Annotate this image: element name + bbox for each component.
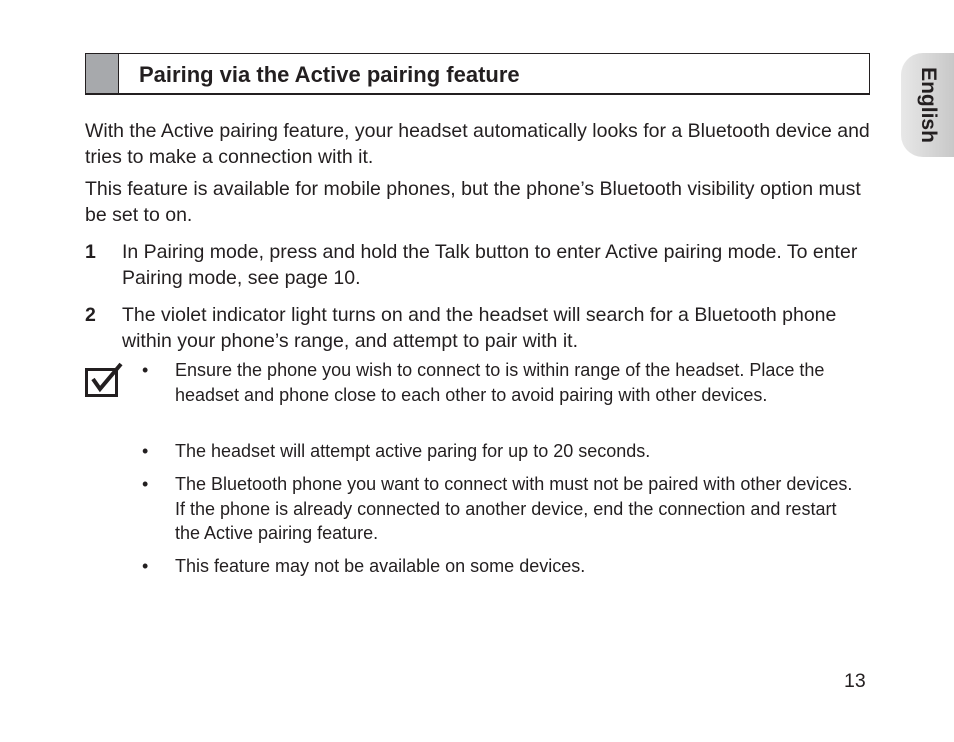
page-number: 13 xyxy=(844,670,866,692)
note-item-text: The Bluetooth phone you want to connect with must not be paired with other devices. If the phone is already connected to another device, end the connection and restart the Active pairing feature. xyxy=(175,474,853,543)
step-text: In Pairing mode, press and hold the Talk button to enter Active pairing mode. To enter Pairing mode, see page 10. xyxy=(122,241,858,289)
language-tab xyxy=(901,53,954,157)
section-heading xyxy=(85,53,870,95)
note-item-text: Ensure the phone you wish to connect to is within range of the headset. Place the headset and phone close to each other to avoid pairing with other devices. xyxy=(175,360,825,405)
bullet-symbol: • xyxy=(142,360,149,380)
heading-marker xyxy=(86,54,119,93)
language-tab-label: English xyxy=(916,67,940,143)
bullet-symbol: • xyxy=(142,474,149,494)
bullet-symbol: • xyxy=(142,441,149,461)
step-number: 1 xyxy=(85,241,96,263)
intro-paragraph-1: With the Active pairing feature, your headset automatically looks for a Bluetooth device and tries to make a connection with it. xyxy=(85,120,870,168)
note-item-text: This feature may not be available on some devices. xyxy=(175,556,586,576)
section-title: Pairing via the Active pairing feature xyxy=(139,62,520,87)
bullet-symbol: • xyxy=(142,556,149,576)
intro-paragraph-2: This feature is available for mobile phones, but the phone’s Bluetooth visibility option must be set to on. xyxy=(85,178,861,226)
step-number: 2 xyxy=(85,304,96,326)
note-item-text: The headset will attempt active paring for up to 20 seconds. xyxy=(175,441,651,461)
step-text: The violet indicator light turns on and the headset will search for a Bluetooth phone within your phone’s range, and attempt to pair with it. xyxy=(122,304,837,352)
checkbox-note-icon xyxy=(85,361,123,397)
